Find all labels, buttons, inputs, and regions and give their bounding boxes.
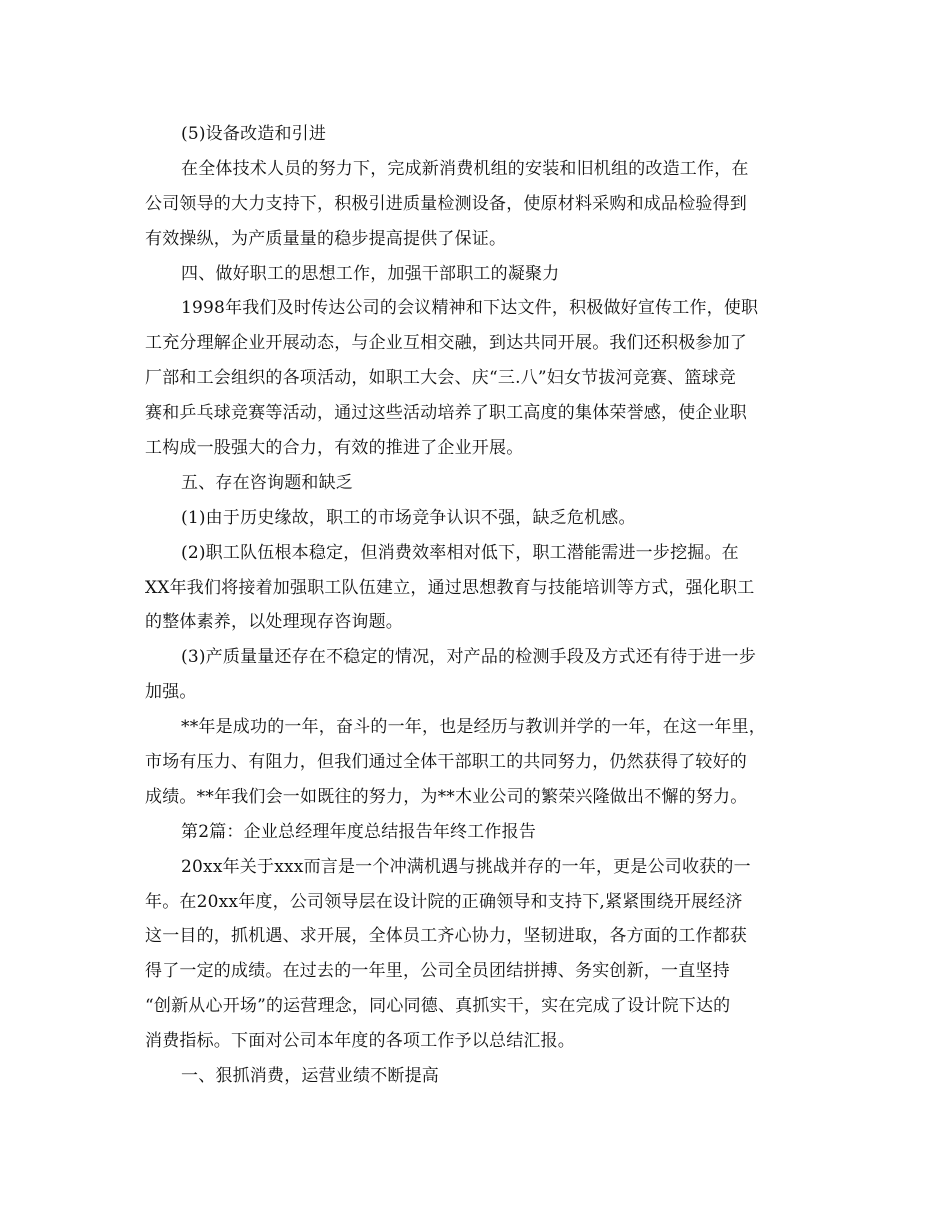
document-page	[145, 117, 810, 1094]
paragraph-line: 工充分理解企业开展动态，与企业互相交融，到达共同开展。我们还积极参加了	[145, 333, 747, 354]
section-heading: 一、狠抓消费，运营业绩不断提高	[181, 1066, 439, 1087]
paragraph-line: 1998年我们及时传达公司的会议精神和下达文件，积极做好宣传工作，使职	[181, 298, 759, 319]
paragraph-line: (3)产质量量还存在不稳定的情况，对产品的检测手段及方式还有待于进一步	[181, 647, 757, 668]
section-heading: (5)设备改造和引进	[181, 124, 327, 144]
paragraph-line: 的整体素养，以处理现存咨询题。	[145, 612, 403, 633]
paragraph-line: 年。在20xx年度，公司领导层在设计院的正确领导和支持下,紧紧围绕开展经济	[145, 891, 743, 912]
paragraph-line: (1)由于历史缘故，职工的市场竞争认识不强，缺乏危机感。	[181, 507, 636, 528]
article-title: 第2篇：企业总经理年度总结报告年终工作报告	[181, 821, 537, 842]
section-heading: 四、做好职工的思想工作，加强干部职工的凝聚力	[181, 263, 560, 284]
paragraph-line: 公司领导的大力支持下，积极引进质量检测设备，使原材料采购和成品检验得到	[145, 193, 747, 214]
paragraph-line: (2)职工队伍根本稳定，但消费效率相对低下，职工潜能需进一步挖掘。在	[181, 542, 739, 563]
paragraph-line: “创新从心开场”的运营理念，同心同德、真抓实干，实在完成了设计院下达的	[145, 996, 731, 1017]
section-heading: 五、存在咨询题和缺乏	[181, 472, 353, 493]
paragraph-line: 20xx年关于xxx而言是一个冲满机遇与挑战并存的一年，更是公司收获的一	[181, 856, 751, 877]
paragraph-line: 工构成一股强大的合力，有效的推进了企业开展。	[145, 438, 524, 459]
paragraph-line: 赛和乒乓球竞赛等活动，通过这些活动培养了职工高度的集体荣誉感，使企业职	[145, 403, 747, 424]
paragraph-line: 在全体技术人员的努力下，完成新消费机组的安装和旧机组的改造工作，在	[181, 158, 749, 179]
paragraph-line: **年是成功的一年，奋斗的一年，也是经历与教训并学的一年，在这一年里，	[181, 717, 766, 738]
paragraph-line: 这一目的，抓机遇、求开展，全体员工齐心协力，坚韧进取，各方面的工作都获	[145, 926, 747, 947]
paragraph-line: 加强。	[145, 682, 197, 703]
paragraph-line: 消费指标。下面对公司本年度的各项工作予以总结汇报。	[145, 1031, 575, 1052]
paragraph-line: 厂部和工会组织的各项活动，如职工大会、庆“三.八”妇女节拔河竞赛、篮球竞	[145, 368, 736, 389]
paragraph-line: 得了一定的成绩。在过去的一年里，公司全员团结拼搏、务实创新，一直坚持	[145, 961, 730, 982]
paragraph-line: 成绩。**年我们会一如既往的努力，为**木业公司的繁荣兴隆做出不懈的努力。	[145, 786, 748, 807]
paragraph-line: 市场有压力、有阻力，但我们通过全体干部职工的共同努力，仍然获得了较好的	[145, 752, 747, 773]
paragraph-line: XX年我们将接着加强职工队伍建立，通过思想教育与技能培训等方式，强化职工	[145, 577, 755, 598]
paragraph-line: 有效操纵，为产质量量的稳步提高提供了保证。	[145, 228, 507, 249]
